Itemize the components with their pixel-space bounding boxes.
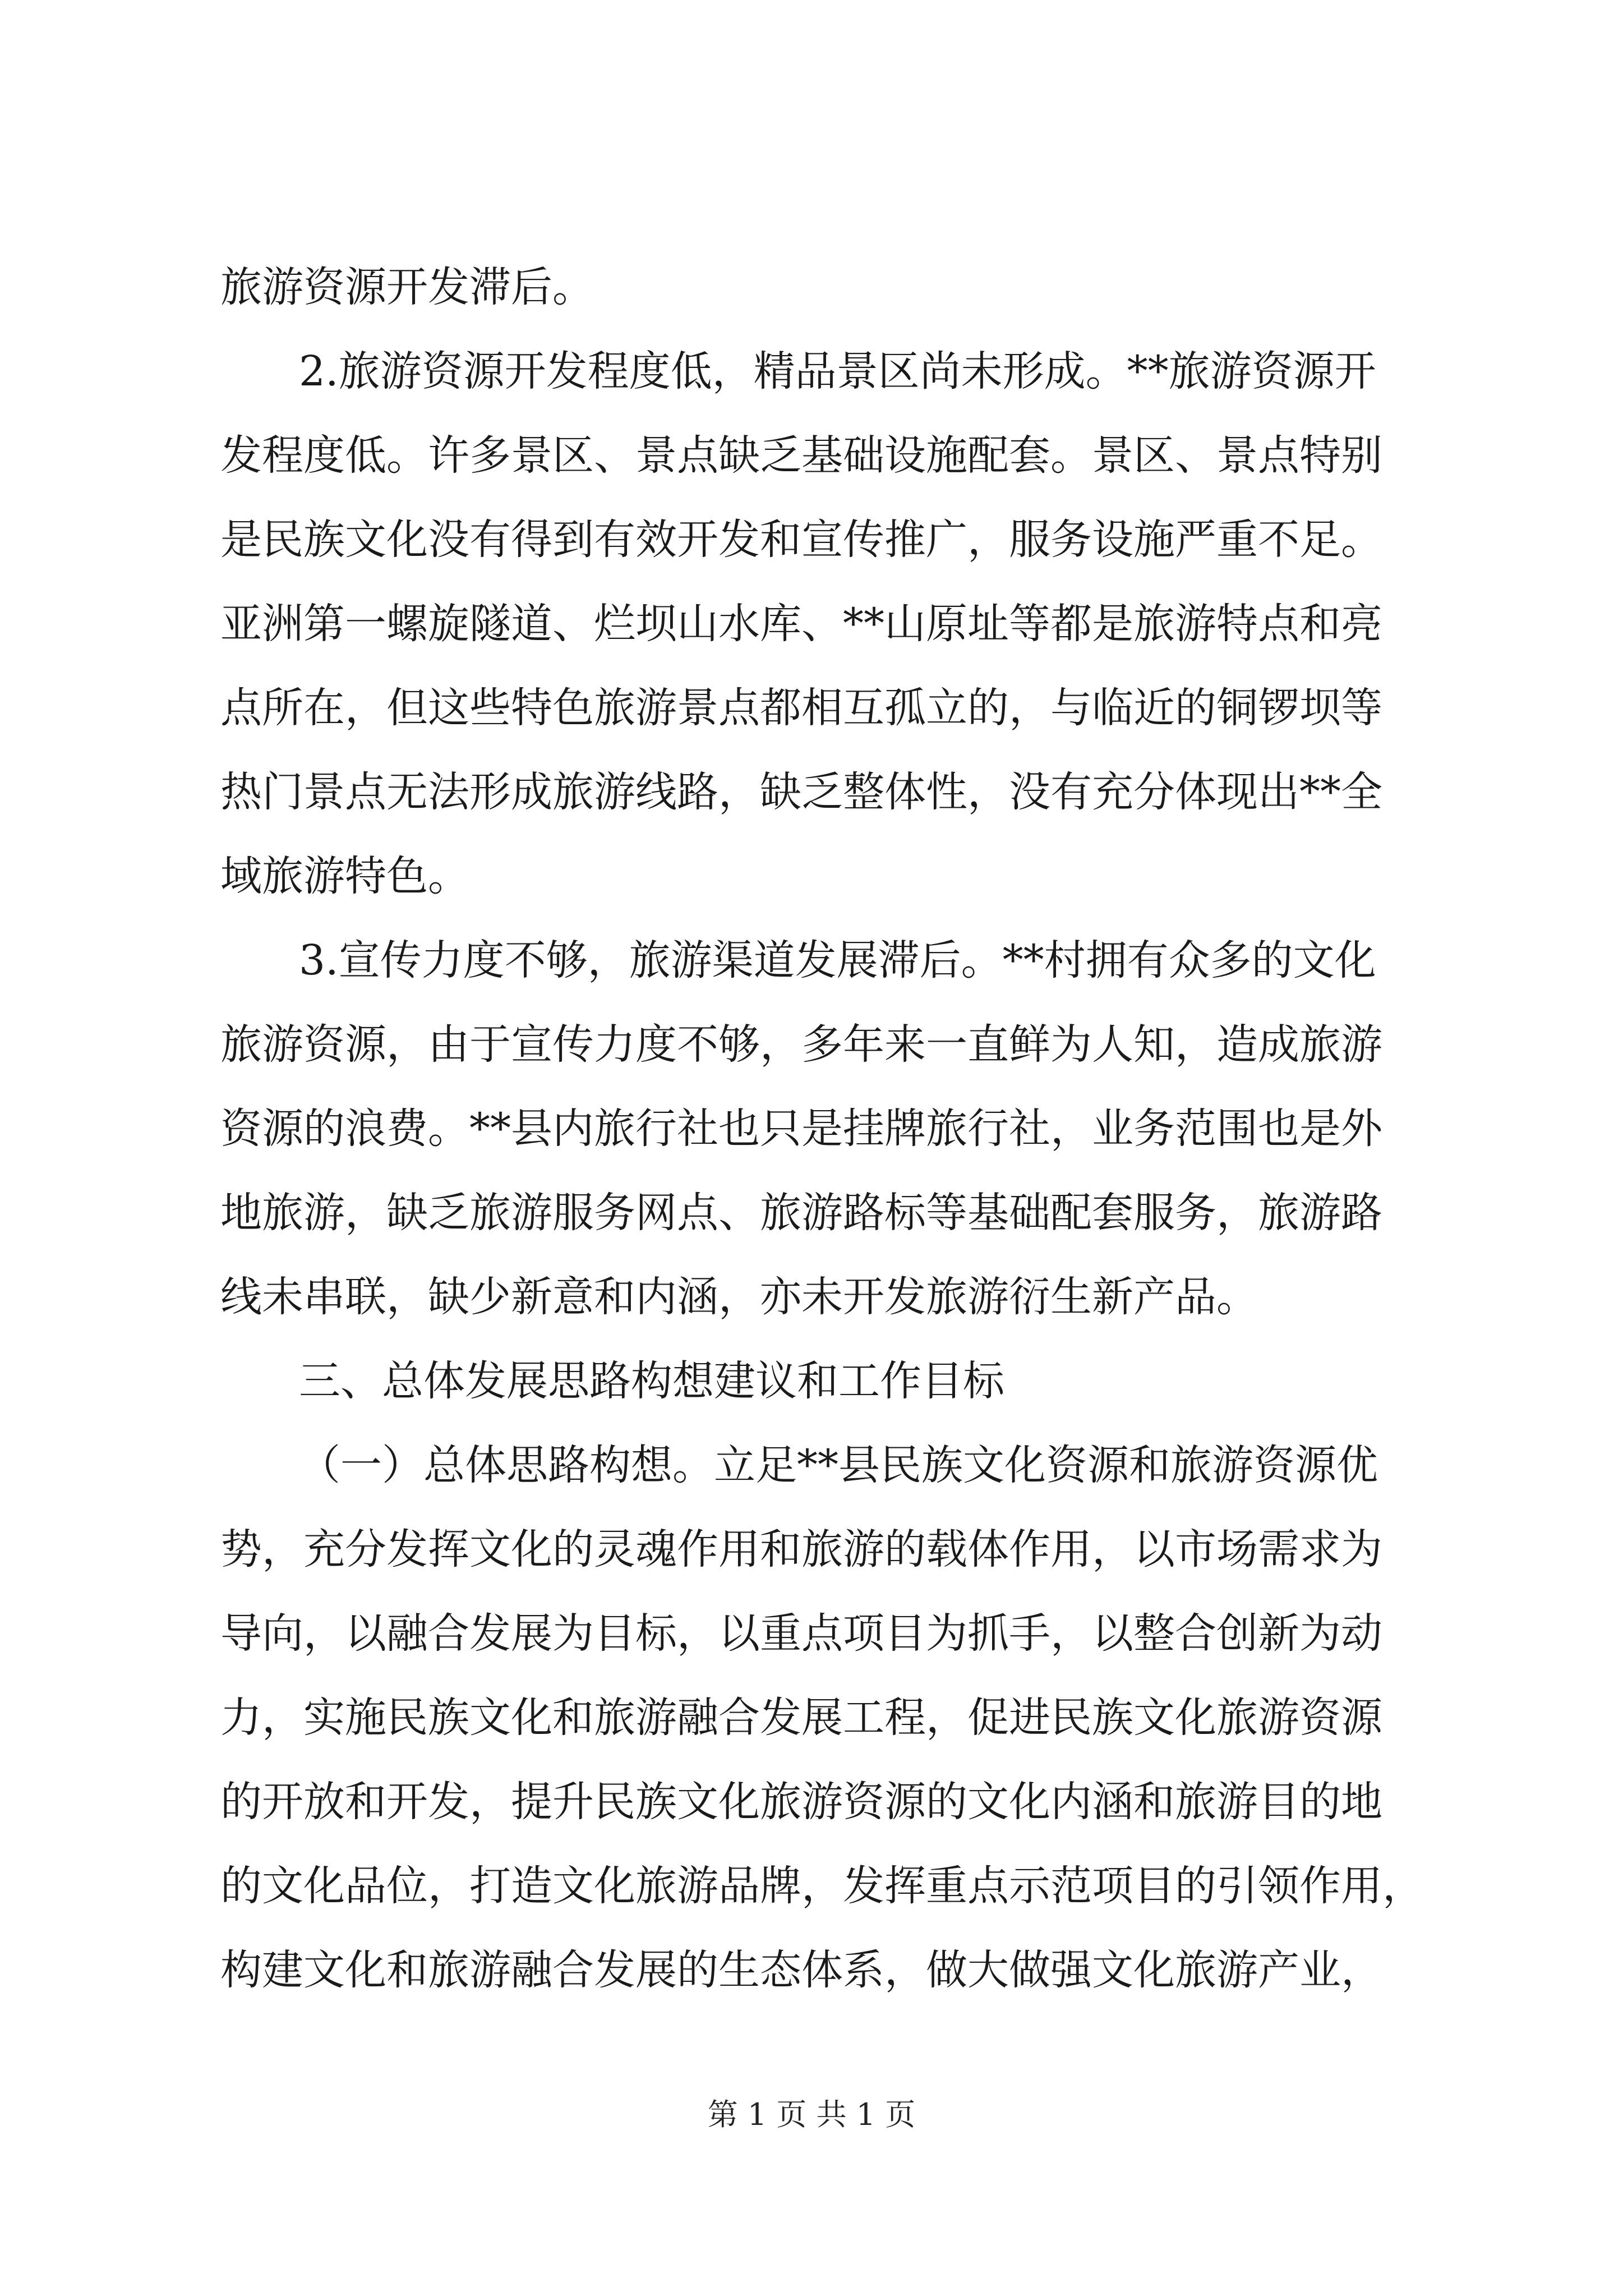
text-line-12: 地旅游，缺乏旅游服务网点、旅游路标等基础配套服务，旅游路: [220, 1189, 1382, 1237]
text-line-4: 是民族文化没有得到有效开发和宣传推广，服务设施严重不足。: [220, 516, 1382, 564]
text-line-7: 热门景点无法形成旅游线路，缺乏整体性，没有充分体现出**全: [220, 768, 1382, 816]
page-footer: 第 1 页 共 1 页: [707, 2097, 916, 2132]
text-line-13: 线未串联，缺少新意和内涵，亦未开发旅游衍生新产品。: [220, 1273, 1258, 1321]
text-line-21: 构建文化和旅游融合发展的生态体系，做大做强文化旅游产业，: [220, 1946, 1382, 1994]
text-line-5: 亚洲第一螺旋隧道、烂坝山水库、**山原址等都是旅游特点和亮: [220, 600, 1382, 648]
text-line-11: 资源的浪费。**县内旅行社也只是挂牌旅行社，业务范围也是外: [220, 1105, 1382, 1153]
text-line-17: 导向，以融合发展为目标，以重点项目为抓手，以整合创新为动: [220, 1609, 1382, 1658]
text-line-20: 的文化品位，打造文化旅游品牌，发挥重点示范项目的引领作用，: [220, 1862, 1424, 1910]
section-heading: 三、总体发展思路构想建议和工作目标: [299, 1357, 1004, 1405]
text-line-18: 力，实施民族文化和旅游融合发展工程，促进民族文化旅游资源: [220, 1694, 1382, 1742]
text-line-2: 2.旅游资源开发程度低，精品景区尚未形成。**旅游资源开: [299, 347, 1376, 395]
text-line-15: （一）总体思路构想。立足**县民族文化资源和旅游资源优: [299, 1441, 1378, 1489]
text-line-9: 3.宣传力度不够，旅游渠道发展滞后。**村拥有众多的文化: [299, 936, 1376, 984]
text-line-1: 旅游资源开发滞后。: [220, 263, 594, 311]
text-line-16: 势，充分发挥文化的灵魂作用和旅游的载体作用，以市场需求为: [220, 1525, 1382, 1573]
text-line-10: 旅游资源，由于宣传力度不够，多年来一直鲜为人知，造成旅游: [220, 1020, 1382, 1069]
text-line-8: 域旅游特色。: [220, 852, 469, 900]
text-line-6: 点所在，但这些特色旅游景点都相互孤立的，与临近的铜锣坝等: [220, 684, 1382, 732]
text-line-3: 发程度低。许多景区、景点缺乏基础设施配套。景区、景点特别: [220, 431, 1382, 480]
text-line-19: 的开放和开发，提升民族文化旅游资源的文化内涵和旅游目的地: [220, 1778, 1382, 1826]
